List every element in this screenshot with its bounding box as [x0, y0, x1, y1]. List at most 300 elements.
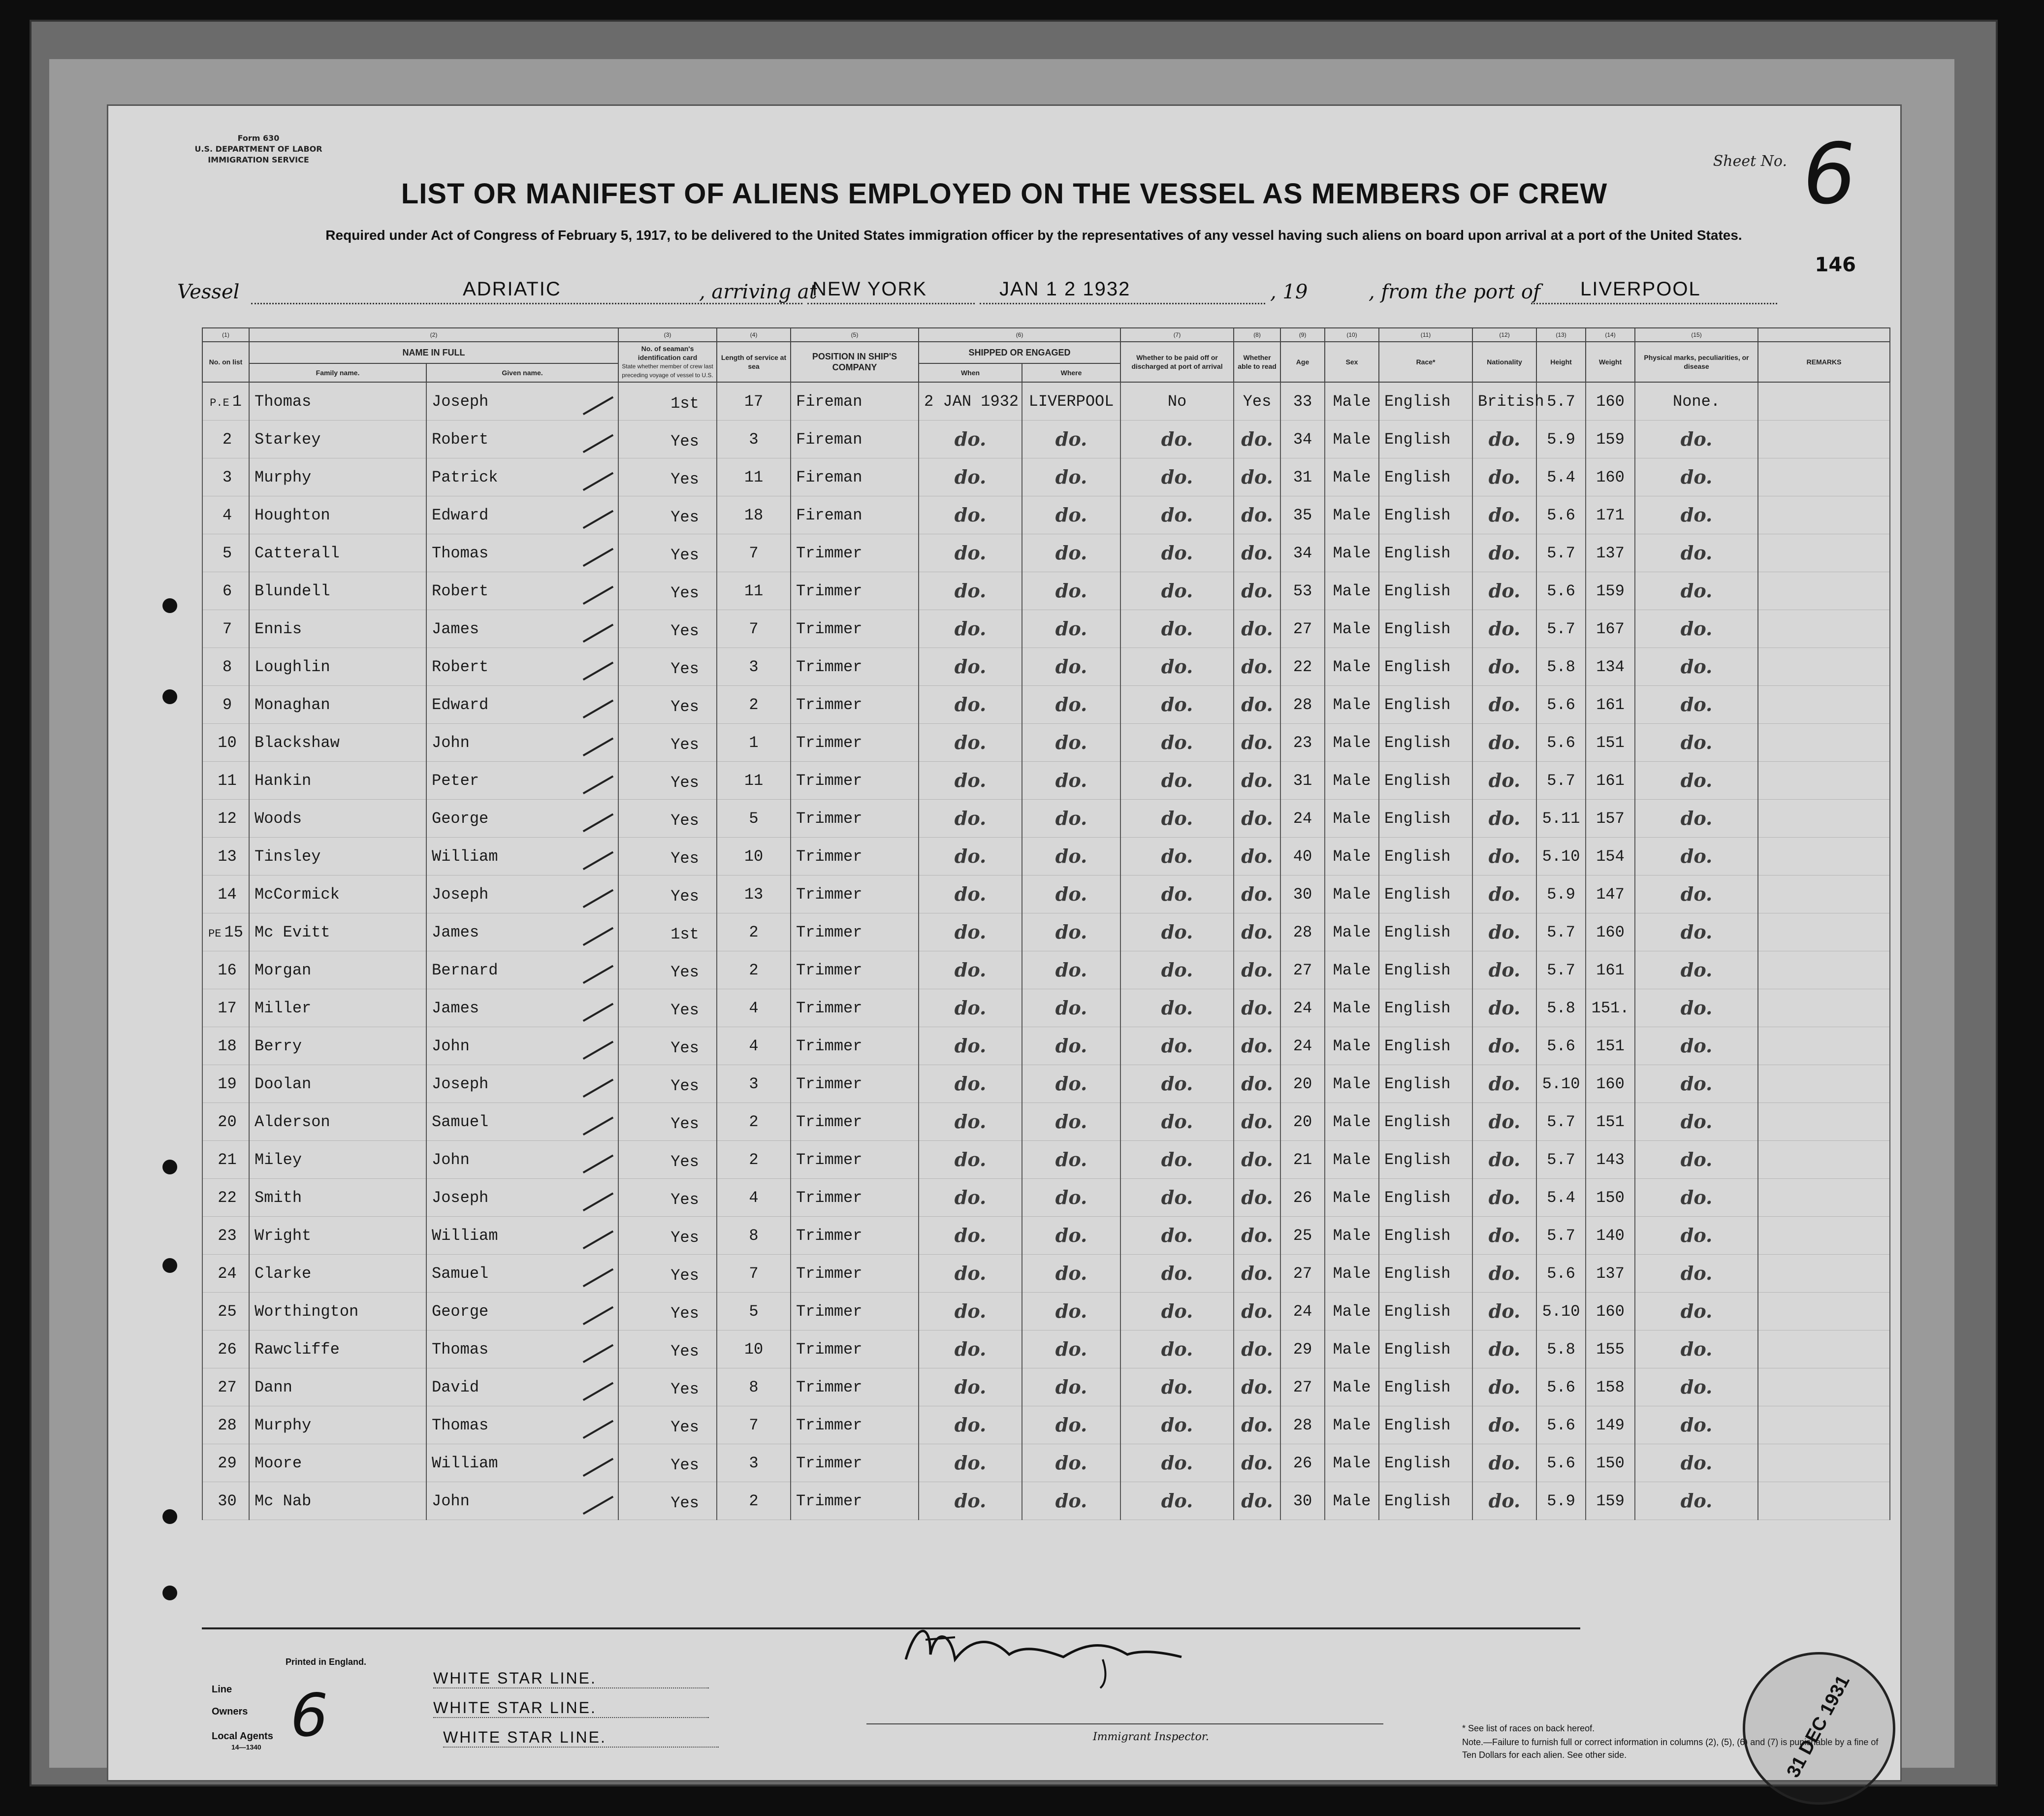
value-length: 18 — [744, 506, 764, 524]
cell-height — [1536, 1141, 1586, 1179]
cell-paid — [1120, 572, 1234, 610]
value-family: Ennis — [255, 619, 302, 638]
value-marks: do. — [1680, 1262, 1713, 1284]
cell-race — [1379, 572, 1472, 610]
cell-marks — [1635, 951, 1758, 989]
cell-read — [1234, 838, 1280, 876]
value-position: Fireman — [796, 430, 862, 449]
value-position: Trimmer — [796, 1150, 862, 1169]
cell-when — [919, 838, 1022, 876]
form-number: Form 630 — [237, 133, 280, 143]
value-paid: do. — [1161, 1186, 1193, 1208]
cell-nationality — [1472, 1217, 1536, 1255]
value-race: English — [1384, 1188, 1451, 1207]
row-number: 21 — [218, 1150, 237, 1169]
cell-when — [919, 913, 1022, 951]
value-paid: do. — [1161, 883, 1193, 905]
cell-read — [1234, 724, 1280, 762]
value-weight: 158 — [1596, 1378, 1625, 1396]
cell-when — [919, 572, 1022, 610]
value-family: Miller — [255, 999, 312, 1017]
value-given: Thomas — [432, 1340, 489, 1359]
cell-height — [1536, 913, 1586, 951]
value-height: 5.7 — [1547, 923, 1575, 941]
cell-paid — [1120, 724, 1234, 762]
value-age: 27 — [1293, 1264, 1312, 1283]
table-row — [202, 572, 1890, 610]
row-number: 6 — [222, 582, 232, 600]
value-marks: do. — [1680, 1224, 1713, 1246]
value-age: 24 — [1293, 999, 1312, 1017]
value-position: Trimmer — [796, 1264, 862, 1283]
cell-nationality — [1472, 1065, 1536, 1103]
value-height: 5.8 — [1547, 657, 1575, 676]
arriving-label: , arriving at — [699, 281, 817, 303]
cell-remarks — [1758, 762, 1890, 800]
col-num-3: (3) — [618, 328, 717, 342]
row-number: 19 — [218, 1074, 237, 1093]
cell-family — [249, 1027, 426, 1065]
cell-family — [249, 1368, 426, 1406]
value-weight: 161 — [1596, 771, 1625, 790]
cell-sex — [1325, 1065, 1379, 1103]
cell-card — [618, 534, 717, 572]
cell-remarks — [1758, 1065, 1890, 1103]
cell-remarks — [1758, 1293, 1890, 1330]
value-given: James — [432, 999, 479, 1017]
cell-age — [1280, 913, 1325, 951]
punch-hole — [162, 1160, 177, 1174]
cell-when — [919, 1482, 1022, 1520]
value-family: Morgan — [255, 961, 312, 979]
value-position: Trimmer — [796, 1416, 862, 1434]
value-paid: do. — [1161, 959, 1193, 981]
header-name-in-full: NAME IN FULL — [249, 342, 618, 363]
value-position: Trimmer — [796, 733, 862, 752]
cell-remarks — [1758, 496, 1890, 534]
table-row — [202, 1027, 1890, 1065]
cell-when — [919, 1368, 1022, 1406]
value-where: do. — [1055, 1452, 1087, 1474]
cell-position — [791, 1482, 919, 1520]
value-nationality: do. — [1488, 1035, 1521, 1057]
value-when: do. — [954, 617, 987, 640]
punch-hole — [162, 1586, 177, 1600]
value-position: Trimmer — [796, 923, 862, 941]
cell-race — [1379, 876, 1472, 913]
value-weight: 161 — [1596, 695, 1625, 714]
value-race: English — [1384, 885, 1451, 904]
cell-when — [919, 800, 1022, 838]
value-card: Yes — [671, 887, 699, 906]
value-card: Yes — [671, 1456, 699, 1474]
cell-read — [1234, 1368, 1280, 1406]
cell-remarks — [1758, 382, 1890, 421]
cell-marks — [1635, 648, 1758, 686]
value-sex: Male — [1333, 430, 1371, 449]
value-position: Trimmer — [796, 695, 862, 714]
value-weight: 155 — [1596, 1340, 1625, 1359]
value-weight: 159 — [1596, 1492, 1625, 1510]
cell-race — [1379, 1444, 1472, 1482]
table-row — [202, 1330, 1890, 1368]
year-prefix: , 19 — [1270, 281, 1308, 303]
value-race: English — [1384, 923, 1451, 941]
value-read: do. — [1241, 845, 1273, 867]
value-marks: None. — [1673, 392, 1721, 411]
cell-family — [249, 1179, 426, 1217]
cell-height — [1536, 496, 1586, 534]
value-given: John — [432, 1037, 470, 1055]
value-paid: do. — [1161, 504, 1193, 526]
cell-nationality — [1472, 534, 1536, 572]
cell-length — [717, 800, 791, 838]
cell-read — [1234, 1482, 1280, 1520]
cell-position — [791, 989, 919, 1027]
cell-family — [249, 951, 426, 989]
value-nationality: do. — [1488, 883, 1521, 905]
value-weight: 160 — [1596, 923, 1625, 941]
value-marks: do. — [1680, 1490, 1713, 1512]
cell-weight — [1586, 724, 1635, 762]
value-nationality: do. — [1488, 580, 1521, 602]
cell-read — [1234, 496, 1280, 534]
value-nationality: do. — [1488, 1148, 1521, 1170]
header-race: Race* — [1379, 342, 1472, 382]
value-card: Yes — [671, 584, 699, 602]
value-given: John — [432, 1150, 470, 1169]
cell-length — [717, 1482, 791, 1520]
value-when: do. — [954, 428, 987, 450]
value-card: Yes — [671, 849, 699, 868]
value-height: 5.7 — [1547, 544, 1575, 562]
value-where: LIVERPOOL — [1028, 392, 1114, 411]
row-number: 16 — [218, 961, 237, 979]
value-family: Clarke — [255, 1264, 312, 1283]
table-row — [202, 1406, 1890, 1444]
form-department: U.S. DEPARTMENT OF LABOR — [194, 144, 322, 154]
cell-length — [717, 1255, 791, 1293]
value-where: do. — [1055, 1300, 1087, 1322]
cell-remarks — [1758, 686, 1890, 724]
cell-weight — [1586, 762, 1635, 800]
cell-height — [1536, 1444, 1586, 1482]
cell-card — [618, 913, 717, 951]
value-sex: Male — [1333, 1302, 1371, 1321]
value-height: 5.10 — [1542, 1074, 1580, 1093]
value-paid: do. — [1161, 428, 1193, 450]
cell-age — [1280, 762, 1325, 800]
value-length: 2 — [749, 1112, 759, 1131]
cell-weight — [1586, 876, 1635, 913]
value-weight: 149 — [1596, 1416, 1625, 1434]
cell-where — [1022, 724, 1120, 762]
value-card: Yes — [671, 811, 699, 830]
cell-no — [202, 496, 249, 534]
cell-race — [1379, 989, 1472, 1027]
cell-weight — [1586, 989, 1635, 1027]
cell-no — [202, 534, 249, 572]
sheet-number-label: Sheet No. — [1713, 153, 1787, 170]
cell-position — [791, 1330, 919, 1368]
cell-card — [618, 421, 717, 458]
cell-read — [1234, 1027, 1280, 1065]
value-length: 4 — [749, 1188, 759, 1207]
cell-age — [1280, 876, 1325, 913]
inspector-label: Immigrant Inspector. — [1093, 1731, 1209, 1743]
value-paid: do. — [1161, 617, 1193, 640]
cell-remarks — [1758, 572, 1890, 610]
cell-family — [249, 1444, 426, 1482]
cell-family — [249, 724, 426, 762]
table-row — [202, 951, 1890, 989]
row-number: 7 — [222, 619, 232, 638]
cell-weight — [1586, 1482, 1635, 1520]
value-where: do. — [1055, 807, 1087, 829]
value-family: Mc Evitt — [255, 923, 330, 941]
cell-when — [919, 1141, 1022, 1179]
table-row — [202, 1255, 1890, 1293]
cell-nationality — [1472, 1293, 1536, 1330]
cell-no — [202, 1027, 249, 1065]
value-length: 17 — [744, 392, 764, 411]
cell-weight — [1586, 1027, 1635, 1065]
value-length: 7 — [749, 619, 759, 638]
cell-remarks — [1758, 1217, 1890, 1255]
row-number: 12 — [218, 809, 237, 828]
value-when: do. — [954, 1452, 987, 1474]
cell-age — [1280, 989, 1325, 1027]
cell-card — [618, 496, 717, 534]
cell-when — [919, 876, 1022, 913]
value-family: Doolan — [255, 1074, 312, 1093]
cell-family — [249, 1293, 426, 1330]
cell-age — [1280, 534, 1325, 572]
cell-card — [618, 648, 717, 686]
cell-position — [791, 800, 919, 838]
value-family: McCormick — [255, 885, 340, 904]
punch-hole — [162, 1258, 177, 1273]
from-rule — [1531, 303, 1777, 304]
cell-paid — [1120, 838, 1234, 876]
col-num-4: (4) — [717, 328, 791, 342]
cell-paid — [1120, 1444, 1234, 1482]
cell-race — [1379, 458, 1472, 496]
cell-no — [202, 1179, 249, 1217]
cell-card — [618, 382, 717, 421]
value-given: John — [432, 733, 470, 752]
cell-where — [1022, 1255, 1120, 1293]
cell-race — [1379, 913, 1472, 951]
cell-age — [1280, 610, 1325, 648]
cell-age — [1280, 1406, 1325, 1444]
cell-no — [202, 1444, 249, 1482]
cell-where — [1022, 913, 1120, 951]
cell-nationality — [1472, 610, 1536, 648]
value-paid: do. — [1161, 1490, 1193, 1512]
cell-position — [791, 1368, 919, 1406]
value-paid: do. — [1161, 1072, 1193, 1095]
value-where: do. — [1055, 1490, 1087, 1512]
value-marks: do. — [1680, 1338, 1713, 1360]
table-row — [202, 534, 1890, 572]
cell-marks — [1635, 572, 1758, 610]
cell-length — [717, 534, 791, 572]
cell-where — [1022, 496, 1120, 534]
value-where: do. — [1055, 769, 1087, 791]
arrival-date: JAN 1 2 1932 — [999, 278, 1131, 300]
cell-where — [1022, 1065, 1120, 1103]
value-read: do. — [1241, 1072, 1273, 1095]
cell-family — [249, 458, 426, 496]
value-sex: Male — [1333, 1340, 1371, 1359]
value-marks: do. — [1680, 1376, 1713, 1398]
value-race: English — [1384, 430, 1451, 449]
value-length: 7 — [749, 544, 759, 562]
value-family: Houghton — [255, 506, 330, 524]
cell-read — [1234, 1444, 1280, 1482]
value-read: do. — [1241, 466, 1273, 488]
value-paid: do. — [1161, 1376, 1193, 1398]
value-where: do. — [1055, 466, 1087, 488]
value-given: Joseph — [432, 1074, 489, 1093]
value-given: James — [432, 619, 479, 638]
table-row — [202, 1179, 1890, 1217]
value-age: 40 — [1293, 847, 1312, 866]
value-nationality: do. — [1488, 845, 1521, 867]
table-row — [202, 648, 1890, 686]
value-weight: 147 — [1596, 885, 1625, 904]
cell-age — [1280, 1444, 1325, 1482]
cell-nationality — [1472, 382, 1544, 421]
value-sex: Male — [1333, 506, 1371, 524]
cell-sex — [1325, 421, 1379, 458]
value-sex: Male — [1333, 923, 1371, 941]
value-nationality: do. — [1488, 1490, 1521, 1512]
value-marks: do. — [1680, 1035, 1713, 1057]
cell-position — [791, 534, 919, 572]
value-marks: do. — [1680, 1148, 1713, 1170]
agents-label: Local Agents — [212, 1731, 273, 1742]
cell-family — [249, 421, 426, 458]
value-sex: Male — [1333, 1150, 1371, 1169]
value-length: 5 — [749, 809, 759, 828]
cell-paid — [1120, 648, 1234, 686]
cell-where — [1022, 1141, 1120, 1179]
value-when: do. — [954, 1148, 987, 1170]
cell-height — [1536, 762, 1586, 800]
cell-position — [791, 382, 919, 421]
cell-where — [1022, 1368, 1120, 1406]
col-num-2: (2) — [249, 328, 618, 342]
cell-length — [717, 951, 791, 989]
value-where: do. — [1055, 1072, 1087, 1095]
col-num-1: (1) — [202, 328, 249, 342]
value-paid: do. — [1161, 1224, 1193, 1246]
cell-nationality — [1472, 1482, 1536, 1520]
cell-paid — [1120, 1406, 1234, 1444]
cell-sex — [1325, 458, 1379, 496]
cell-marks — [1635, 1217, 1758, 1255]
value-height: 5.7 — [1547, 961, 1575, 979]
value-read: do. — [1241, 1110, 1273, 1133]
cell-read — [1234, 1141, 1280, 1179]
col-num-13: (13) — [1536, 328, 1586, 342]
cell-height — [1536, 838, 1586, 876]
cell-position — [791, 762, 919, 800]
value-length: 3 — [749, 1454, 759, 1472]
cell-remarks — [1758, 1103, 1890, 1141]
cell-age — [1280, 421, 1325, 458]
value-paid: do. — [1161, 1452, 1193, 1474]
value-nationality: do. — [1488, 542, 1521, 564]
value-sex: Male — [1333, 1416, 1371, 1434]
value-nationality: do. — [1488, 807, 1521, 829]
cell-nationality — [1472, 1406, 1536, 1444]
cell-weight — [1586, 382, 1635, 421]
table-row — [202, 610, 1890, 648]
value-when: do. — [954, 731, 987, 753]
value-length: 2 — [749, 1492, 759, 1510]
cell-card — [618, 762, 717, 800]
value-marks: do. — [1680, 921, 1713, 943]
value-race: English — [1384, 1037, 1451, 1055]
value-marks: do. — [1680, 428, 1713, 450]
header-given-name: Given name. — [426, 363, 618, 382]
value-family: Murphy — [255, 1416, 312, 1434]
cell-family — [249, 648, 426, 686]
cell-height — [1536, 572, 1586, 610]
value-position: Trimmer — [796, 1492, 862, 1510]
cell-read — [1234, 1293, 1280, 1330]
col-num-8: (8) — [1234, 328, 1280, 342]
value-when: do. — [954, 807, 987, 829]
cell-when — [919, 496, 1022, 534]
value-nationality: do. — [1488, 731, 1521, 753]
value-when: do. — [954, 542, 987, 564]
value-height: 5.8 — [1547, 1340, 1575, 1359]
cell-position — [791, 1179, 919, 1217]
table-row — [202, 496, 1890, 534]
cell-race — [1379, 1482, 1472, 1520]
value-card: Yes — [671, 660, 699, 678]
value-where: do. — [1055, 1110, 1087, 1133]
header-no-on-list: No. on list — [202, 342, 249, 382]
table-row — [202, 1293, 1890, 1330]
cell-length — [717, 686, 791, 724]
value-height: 5.6 — [1547, 582, 1575, 600]
row-number: 18 — [218, 1037, 237, 1055]
cell-nationality — [1472, 1330, 1536, 1368]
value-length: 4 — [749, 1037, 759, 1055]
value-where: do. — [1055, 1148, 1087, 1170]
value-read: do. — [1241, 883, 1273, 905]
value-when: do. — [954, 1110, 987, 1133]
punch-hole — [162, 1509, 177, 1524]
value-position: Trimmer — [796, 1037, 862, 1055]
value-length: 1 — [749, 733, 759, 752]
value-given: David — [432, 1378, 479, 1396]
value-where: do. — [1055, 1338, 1087, 1360]
value-race: English — [1384, 657, 1451, 676]
cell-remarks — [1758, 1482, 1890, 1520]
value-weight: 151 — [1596, 1112, 1625, 1131]
value-race: English — [1384, 733, 1451, 752]
value-where: do. — [1055, 883, 1087, 905]
value-sex: Male — [1333, 695, 1371, 714]
value-marks: do. — [1680, 769, 1713, 791]
value-card: Yes — [671, 546, 699, 564]
